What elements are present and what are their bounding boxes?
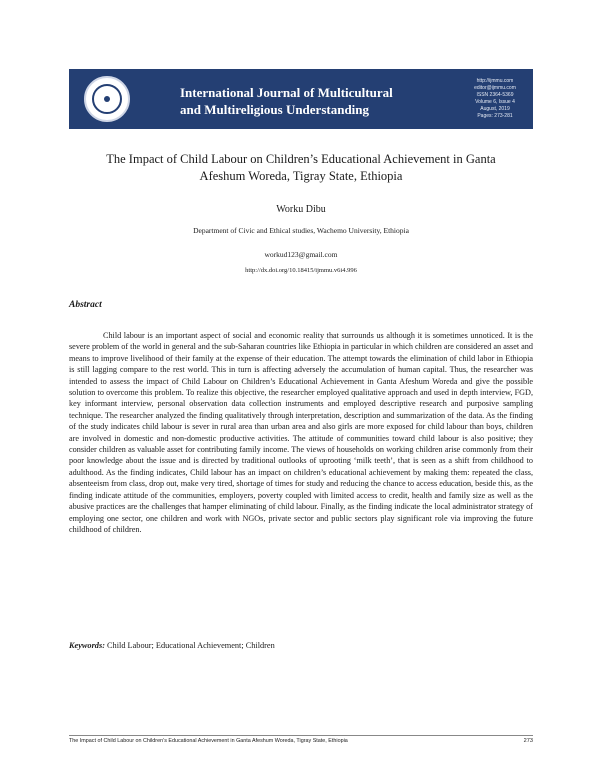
journal-title-line2: and Multireligious Understanding: [180, 102, 370, 117]
keywords: [69, 641, 533, 650]
footer-divider: [69, 735, 533, 736]
journal-pages: Pages: 273-281: [477, 113, 513, 119]
author-email[interactable]: workud123@gmail.com: [264, 250, 338, 259]
journal-email[interactable]: editor@ijmmu.com: [474, 85, 516, 91]
journal-url[interactable]: http://ijmmu.com: [476, 78, 514, 84]
abstract-text: Child labour is an important aspect of social and economic reality that surrounds us although it is sometimes unnoticed. It is the severe problem of the world in general and the sub-Saharan countries like Ethiopia in particular in which children are considered an asset and means to improve livelihood of their family at the expense of their education. The attempt towards the elimination of child labor in Ethiopia is still lagging compare to the rest world. This in turn is affecting adversely the accumulation of human capital. Thus, the researcher was intended to assess the impact of Child Labour on Children’s Educational Achievement in Ganta Afeshum Woreda and give the possible solution to overcome this problem. To realize this objective, the researcher employed qualitative approach and used in depth interview, FGD, key informant interview, personal observation data collection instruments and employed descriptive research and purposive sampling technique. The researcher analyzed the finding qualitatively through interpretation, description and summarization of the data. As the finding of the study indicates child labour is sever in rural area than urban area and also girls are more exposed for child labour than boys, children are involved in domestic and non-domestic productive activities. The attitude of communities toward child labour is also positive; they consider children as valuable asset for contributing family income. The views of households on working children arise commonly from their poor knowledge about the issue and is directed by traditional outlooks of uprooting ‘milk teeth’, that is seen as a shift from childhood to adulthood. As the finding indicates, Child labour has an impact on children’s educational achievement by making them: repeated the class, absenteeism from class, drop out, make very tired, shortage of times for study and reducing the chance to access education, beside this, as the finding indicate attitude of the communities, employers, poverty coupled with limited access to credit, health and family size as well as the abusive practices are the challenges that hamper eliminating of child labour. Finally, as the finding indicate the local administrator strategy of employing one sector, one children and work with NGOs, private sector and public sectors play significant role via improving the future childhood of children.: [69, 331, 533, 534]
journal-meta: [462, 78, 528, 120]
journal-title: [180, 84, 440, 118]
logo-ring: [92, 84, 122, 114]
page-number: 273: [523, 738, 533, 744]
keywords-label: Keywords:: [69, 641, 105, 650]
doi-link[interactable]: http://dx.doi.org/10.18415/ijmmu.v6i4.996: [245, 267, 357, 274]
paper-title-line2: Afeshum Woreda, Tigray State, Ethiopia: [199, 169, 403, 183]
paper-title-line1: The Impact of Child Labour on Children’s Educational Achievement in Ganta: [106, 152, 496, 166]
journal-date: August, 2019: [480, 106, 510, 112]
journal-title-line1: International Journal of Multicultural: [180, 85, 393, 100]
paper-title: [70, 151, 532, 185]
footer-running-title: The Impact of Child Labour on Children’s Educational Achievement in Ganta Afeshum Woreda, Tigray State, Ethiopia: [69, 738, 348, 744]
abstract-heading: Abstract: [69, 300, 102, 310]
journal-volume: Volume 6, Issue 4: [475, 99, 515, 105]
logo-center: [104, 96, 110, 102]
journal-issn: ISSN 2364-5369: [476, 92, 514, 98]
author-name: Worku Dibu: [276, 204, 326, 215]
author-affiliation: Department of Civic and Ethical studies, Wachemo University, Ethiopia: [193, 226, 409, 235]
journal-logo-icon: [84, 76, 130, 122]
keywords-text: Child Labour; Educational Achievement; Children: [104, 641, 275, 650]
